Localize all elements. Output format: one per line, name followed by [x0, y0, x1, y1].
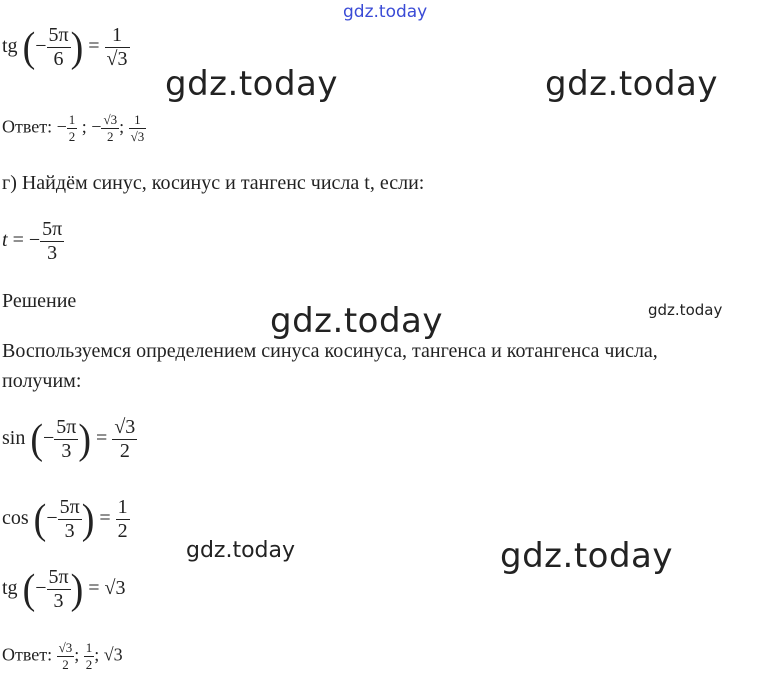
numerator: 5π	[42, 218, 63, 240]
watermark: gdz.today	[500, 536, 673, 576]
method-line-1: Воспользуемся определением синуса косинуса, тангенса и котангенса числа,	[2, 340, 658, 362]
denominator: 2	[57, 656, 75, 673]
cos-equation: cos (− $\frac{5\pi}{3}$ ) = $\frac{1}{2}$	[2, 496, 128, 543]
numerator: 5π	[48, 24, 69, 46]
solution-heading: Решение	[2, 290, 77, 312]
numerator: √3	[103, 112, 118, 127]
sin-equation: sin (− $\frac{5\pi}{3}$ ) = $\frac{√3}{2}$	[2, 416, 136, 463]
denominator: 3	[54, 439, 78, 463]
numerator: √3	[58, 640, 73, 655]
numerator: 5π	[48, 566, 69, 588]
method-line-2: получим:	[2, 370, 82, 392]
denominator: √3	[106, 48, 128, 70]
function-name: sin	[2, 427, 26, 450]
watermark: gdz.today	[270, 301, 443, 341]
denominator: √3	[130, 129, 145, 144]
denominator: 2	[112, 439, 137, 463]
numerator: √3	[114, 416, 136, 438]
denominator: 2	[101, 128, 119, 145]
watermark: gdz.today	[343, 2, 428, 22]
watermark: gdz.today	[165, 64, 338, 104]
numerator: 1	[85, 640, 93, 655]
function-name: cos	[2, 507, 29, 530]
answer-label: Ответ:	[2, 116, 53, 137]
numerator: 1	[68, 112, 76, 127]
watermark: gdz.today	[186, 538, 296, 563]
function-name: tg	[2, 35, 18, 58]
variable: t	[2, 229, 8, 252]
answer-2: Ответ: $\frac{√3}{2}$ ; $\frac{1}{2}$ ; √3	[2, 640, 123, 672]
denominator: 6	[47, 47, 71, 71]
tg-equation-1: tg (− $\frac{5\pi}{6}$ ) = $\frac{1}{√3}$	[2, 24, 128, 71]
numerator: 1	[134, 112, 141, 127]
watermark: gdz.today	[545, 64, 718, 104]
denominator: 2	[68, 129, 76, 144]
answer-label: Ответ:	[2, 644, 53, 665]
numerator: 1	[117, 496, 128, 518]
t-definition: t = − $\frac{5\pi}{3}$	[2, 218, 63, 264]
function-name: tg	[2, 577, 18, 600]
numerator: 5π	[59, 496, 80, 518]
denominator: 3	[47, 589, 71, 613]
tg-equation-2: tg (− $\frac{5\pi}{3}$ ) = √3	[2, 566, 126, 613]
denominator: 2	[85, 657, 93, 672]
result: √3	[103, 644, 123, 665]
numerator: 5π	[56, 416, 77, 438]
watermark: gdz.today	[648, 301, 723, 319]
denominator: 3	[40, 241, 64, 265]
numerator: 1	[112, 24, 123, 46]
task-text: г) Найдём синус, косинус и тангенс числа t, если:	[2, 172, 425, 194]
denominator: 3	[58, 519, 82, 543]
denominator: 2	[117, 520, 128, 542]
answer-1: Ответ: − $\frac{1}{2}$ ; − $\frac{√3}{2}$ ; $\frac{1}{√3}$	[2, 112, 145, 144]
result: √3	[104, 577, 126, 600]
